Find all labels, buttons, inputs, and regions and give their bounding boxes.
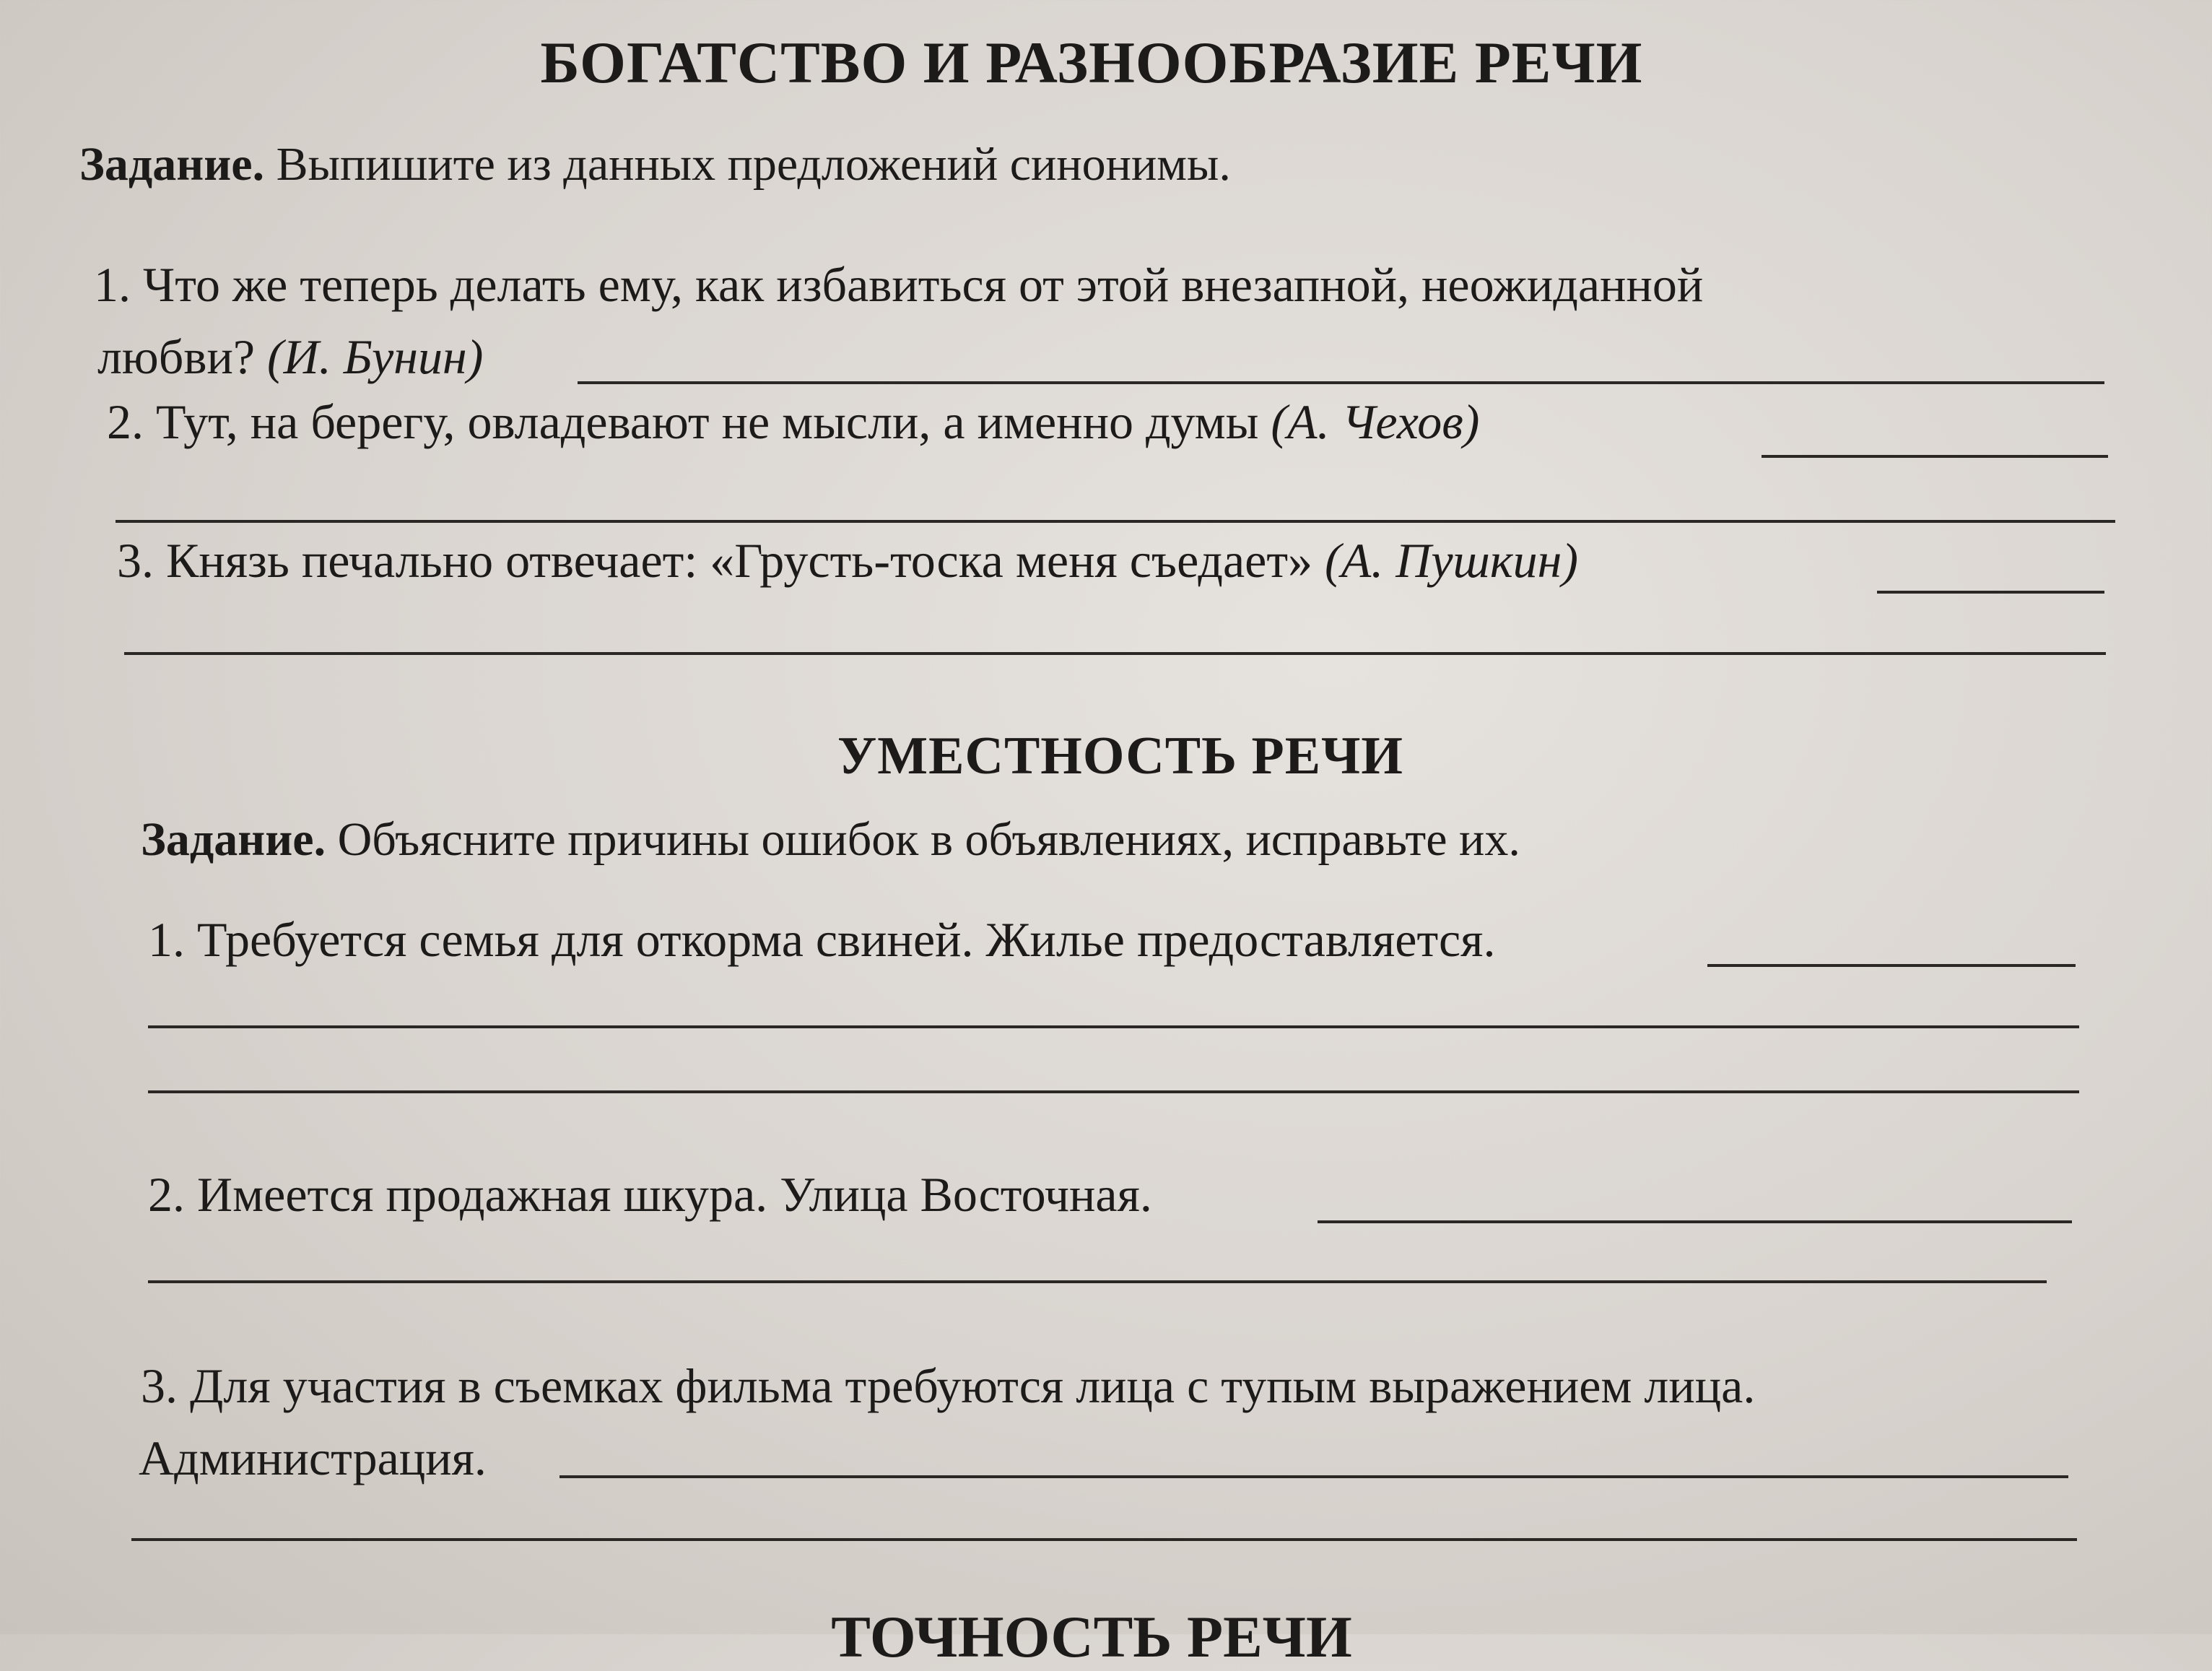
- section2-task-label: Задание.: [141, 813, 326, 866]
- section2-task: [141, 812, 1520, 867]
- s2-item1-line1: 1. Требуется семья для откорма свиней. Жилье предоставляется.: [148, 912, 1496, 967]
- answer-line[interactable]: [578, 381, 2104, 384]
- s1-item2-author: (А. Чехов): [1271, 394, 1480, 449]
- section1-task-label: Задание.: [79, 138, 265, 191]
- answer-line[interactable]: [1762, 455, 2108, 458]
- answer-line[interactable]: [148, 1025, 2079, 1028]
- section3-title-text: ТОЧНОСТЬ РЕЧИ: [831, 1604, 1352, 1670]
- section1-title: БОГАТСТВО И РАЗНООБРАЗИЕ РЕЧИ: [540, 30, 1643, 95]
- section2-task-text: Объясните причины ошибок в объявлениях, исправьте их.: [326, 813, 1520, 866]
- s1-item3-author: (А. Пушкин): [1325, 533, 1579, 588]
- answer-line[interactable]: [559, 1475, 2068, 1478]
- section2-title: УМЕСТНОСТЬ РЕЧИ: [837, 726, 1403, 786]
- s1-item3-text: 3. Князь печально отвечает: «Грусть-тоска меня съедает»: [117, 533, 1325, 588]
- answer-line[interactable]: [131, 1538, 2077, 1541]
- s1-item1-author: (И. Бунин): [267, 329, 484, 384]
- s2-item3-line1: 3. Для участия в съемках фильма требуются лица с тупым выражением лица.: [141, 1358, 1756, 1413]
- answer-line[interactable]: [1318, 1220, 2072, 1223]
- section1-task: [79, 137, 1231, 192]
- answer-line[interactable]: [124, 652, 2106, 655]
- s2-item3-line2: Администрация.: [139, 1431, 487, 1485]
- s1-item2-line1: [107, 394, 1479, 451]
- answer-line[interactable]: [1707, 964, 2076, 967]
- answer-line[interactable]: [116, 520, 2115, 523]
- section3-title-partial: [0, 1604, 2183, 1670]
- answer-line[interactable]: [148, 1090, 2079, 1093]
- s1-item1-text: любви?: [97, 329, 268, 384]
- section1-task-text: Выпишите из данных предложений синонимы.: [264, 138, 1231, 191]
- answer-line[interactable]: [1877, 591, 2104, 594]
- s1-item1-line2: [97, 329, 483, 386]
- answer-line[interactable]: [148, 1280, 2047, 1283]
- s2-item2-line1: 2. Имеется продажная шкура. Улица Восточная.: [148, 1167, 1152, 1222]
- s1-item3-line1: [117, 532, 1578, 589]
- s1-item1-line1: 1. Что же теперь делать ему, как избавиться от этой внезапной, неожиданной: [94, 257, 1704, 312]
- s1-item2-text: 2. Тут, на берегу, овладевают не мысли, а именно думы: [107, 394, 1271, 449]
